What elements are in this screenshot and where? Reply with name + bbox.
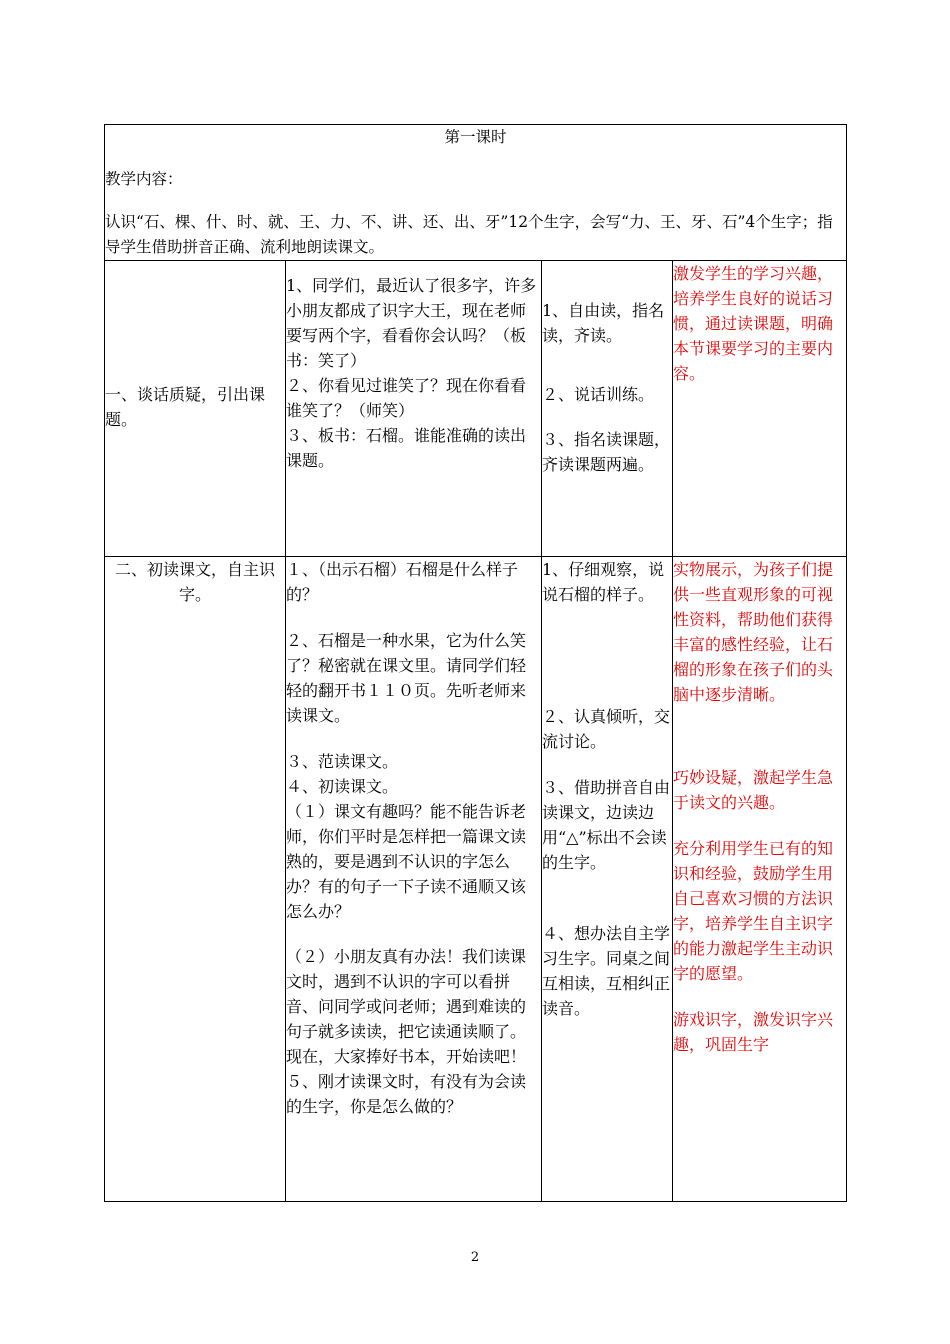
teacher-step: （２）小朋友真有办法！我们读课文时，遇到不认识的字可以看拼音、问同学或问老师；遇到难读的句子就多读读，把它读通读顺了。现在，大家捧好书本，开始读吧！	[286, 947, 527, 1066]
design-intent-text: 充分利用学生已有的知识和经验，鼓励学生用自己喜欢习惯的方法识字，培养学生自主识字的能力激起学生主动识字的愿望。	[673, 839, 834, 983]
teacher-step: ５、刚才读课文时，有没有为会读的生字，你是怎么做的？	[286, 1072, 527, 1116]
design-intent-cell	[673, 557, 847, 1202]
design-intent-text: 激发学生的学习兴趣，培养学生良好的说话习惯，通过读课题，明确本节课要学习的主要内容。	[673, 264, 834, 383]
design-intent-text: 巧妙设疑，激起学生急于读文的兴趣。	[673, 768, 834, 812]
student-activity-cell	[542, 261, 673, 557]
header-row	[105, 125, 847, 261]
table-row	[105, 557, 847, 1202]
teaching-content-label: 教学内容：	[105, 170, 183, 188]
design-intent-text: 实物展示，为孩子们提供一些直观形象的可视性资料，帮助他们获得丰富的感性经验，让石榴的形象在孩子们的头脑中逐步清晰。	[673, 560, 834, 704]
header-cell	[105, 125, 847, 261]
teacher-step: ２、石榴是一种水果，它为什么笑了？秘密就在课文里。请同学们轻轻的翻开书１１０页。先听老师来读课文。	[286, 631, 527, 725]
student-step: 1、自由读，指名读，齐读。	[542, 301, 665, 345]
stage-text: 二、初读课文，自主识字。	[114, 560, 275, 604]
stage-cell	[105, 261, 286, 557]
student-step: ２、说话训练。	[542, 385, 655, 404]
teacher-step: ２、你看见过谁笑了？现在你看看谁笑了？（师笑）	[286, 376, 527, 420]
design-intent-cell	[673, 261, 847, 557]
teacher-step: 1、同学们，最近认了很多字，许多小朋友都成了识字大王，现在老师要写两个字，看看你会认吗？（板书：笑了）	[286, 276, 537, 370]
student-step: 1、仔细观察，说说石榴的样子。	[542, 560, 665, 604]
design-intent-text: 游戏识字，激发识字兴趣，巩固生字	[673, 1010, 834, 1054]
lesson-plan-table	[104, 124, 847, 1202]
teaching-content-text: 认识“石、棵、什、时、就、王、力、不、讲、还、出、牙”12个生字，会写“力、王、牙、石”4个生字；指导学生借助拼音正确、流利地朗读课文。	[105, 213, 833, 256]
student-activity-cell	[542, 557, 673, 1202]
page-number: 2	[470, 1250, 480, 1265]
table-row	[105, 261, 847, 557]
student-step: ３、借助拼音自由读课文，边读边用“△”标出不会读的生字。	[542, 778, 671, 872]
teacher-step: ３、板书：石榴。谁能准确的读出课题。	[286, 426, 527, 470]
teacher-step: （１）课文有趣吗？能不能告诉老师，你们平时是怎样把一篇课文读熟的，要是遇到不认识的字怎么办？有的句子一下子读不通顺又该怎么办？	[286, 802, 527, 921]
teacher-step: ３、范读课文。	[286, 752, 399, 771]
student-step: ２、认真倾听，交流讨论。	[542, 707, 671, 751]
teacher-step: ４、初读课文。	[286, 777, 399, 796]
stage-cell	[105, 557, 286, 1202]
student-step: ３、指名读课题，齐读课题两遍。	[542, 430, 671, 474]
stage-text: 一、谈话质疑，引出课题。	[105, 385, 266, 429]
teacher-activity-cell	[286, 557, 542, 1202]
teacher-step: １、（出示石榴）石榴是什么样子的？	[286, 560, 519, 604]
student-step: ４、想办法自主学习生字。同桌之间互相读，互相纠正读音。	[542, 924, 671, 1018]
lesson-title: 第一课时	[444, 128, 507, 146]
teacher-activity-cell	[286, 261, 542, 557]
